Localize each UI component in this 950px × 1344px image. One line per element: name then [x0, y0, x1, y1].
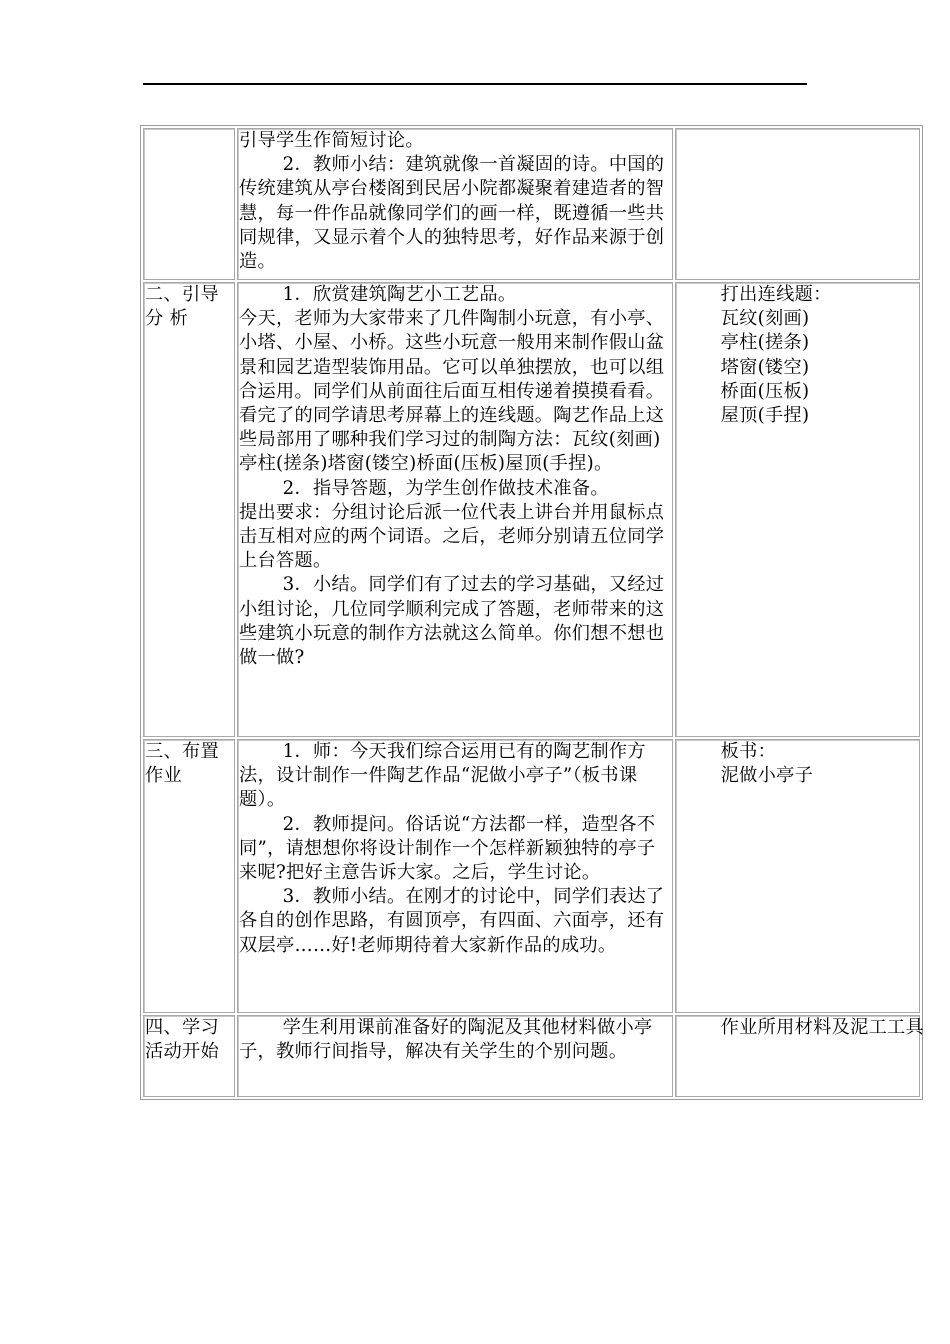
content-paragraph: 2．教师小结：建筑就像一首凝固的诗。中国的传统建筑从亭台楼阁到民居小院都凝聚着建造者的智慧，每一件作品就像同学们的画一样，既遵循一些共同规律，又显示着个人的独特思考，好作品来源于创造。: [239, 154, 665, 273]
content-cell: [237, 282, 673, 737]
stage-label: 四、学习活动开始: [145, 1017, 219, 1063]
note-line: 屋顶(手捏): [720, 405, 810, 427]
table-row: [143, 1015, 920, 1097]
content-paragraph: 2．指导答题，为学生创作做技术准备。: [282, 477, 609, 499]
note-line: 泥做小亭子: [720, 765, 814, 787]
content-cell: [237, 739, 673, 1013]
note-line: 瓦纹(刻画): [720, 308, 810, 330]
content-cell: [237, 128, 673, 280]
notes-cell: [675, 739, 920, 1013]
note-line: 亭柱(搓条): [720, 332, 810, 354]
content-paragraph: 1．师：今天我们综合运用已有的陶艺制作方法，设计制作一件陶艺作品“泥做小亭子”（板书课题）。: [239, 741, 646, 811]
content-paragraph: 3．教师小结。在刚才的讨论中，同学们表达了各自的创作思路，有圆顶亭，有四面、六面亭，还有双层亭……好!老师期待着大家新作品的成功。: [239, 886, 665, 956]
table-row: [143, 282, 920, 737]
content-cell: [237, 1015, 673, 1097]
note-line: 桥面(压板): [720, 380, 810, 402]
content-paragraph: 3．小结。同学们有了过去的学习基础，又经过小组讨论，几位同学顺利完成了答题，老师带来的这些建筑小玩意的制作方法就这么简单。你们想不想也做一做?: [239, 574, 665, 669]
content-paragraph: 提出要求：分组讨论后派一位代表上讲台并用鼠标点击互相对应的两个词语。之后，老师分别请五位同学上台答题。: [239, 501, 665, 572]
notes-cell: [675, 1015, 925, 1097]
lesson-plan-table: [140, 125, 923, 1100]
note-line: 作业所用材料及泥工工具: [720, 1017, 925, 1038]
content-paragraph: 引导学生作简短讨论。: [239, 130, 424, 151]
table-row: [143, 128, 920, 280]
content-paragraph: 2．教师提问。俗话说“方法都一样，造型各不同”，请想想你将设计制作一个怎样新颖独特的亭子来呢?把好主意告诉大家。之后，学生讨论。: [239, 813, 656, 884]
stage-label: 二、引导分 析: [145, 284, 219, 330]
note-line: 塔窗(镂空): [720, 356, 810, 378]
content-paragraph: 1．欣赏建筑陶艺小工艺品。: [282, 284, 517, 305]
table-row: [143, 739, 920, 1013]
stage-cell: [143, 282, 235, 737]
header-rule: [143, 83, 807, 85]
note-line: 打出连线题：: [720, 284, 832, 305]
notes-cell: [675, 282, 920, 737]
content-paragraph: 今天，老师为大家带来了几件陶制小玩意，有小亭、小塔、小屋、小桥。这些小玩意一般用来制作假山盆景和园艺造型装饰用品。它可以单独摆放，也可以组合运用。同学们从前面往后面互相传递着摸摸看看。看完了的同学请思考屏幕上的连线题。陶艺作品上这些局部用了哪种我们学习过的制陶方法：瓦纹(刻画)亭柱(搓条)塔窗(镂空)桥面(压板)屋顶(手捏)。: [239, 308, 665, 475]
stage-cell: [143, 739, 235, 1013]
note-line: 板书：: [720, 741, 777, 762]
notes-cell: [675, 128, 920, 280]
content-paragraph: 学生利用课前准备好的陶泥及其他材料做小亭子，教师行间指导，解决有关学生的个别问题。: [239, 1017, 653, 1063]
stage-label: 三、布置作业: [145, 741, 219, 787]
stage-cell: [143, 1015, 235, 1097]
stage-cell: [143, 128, 235, 280]
